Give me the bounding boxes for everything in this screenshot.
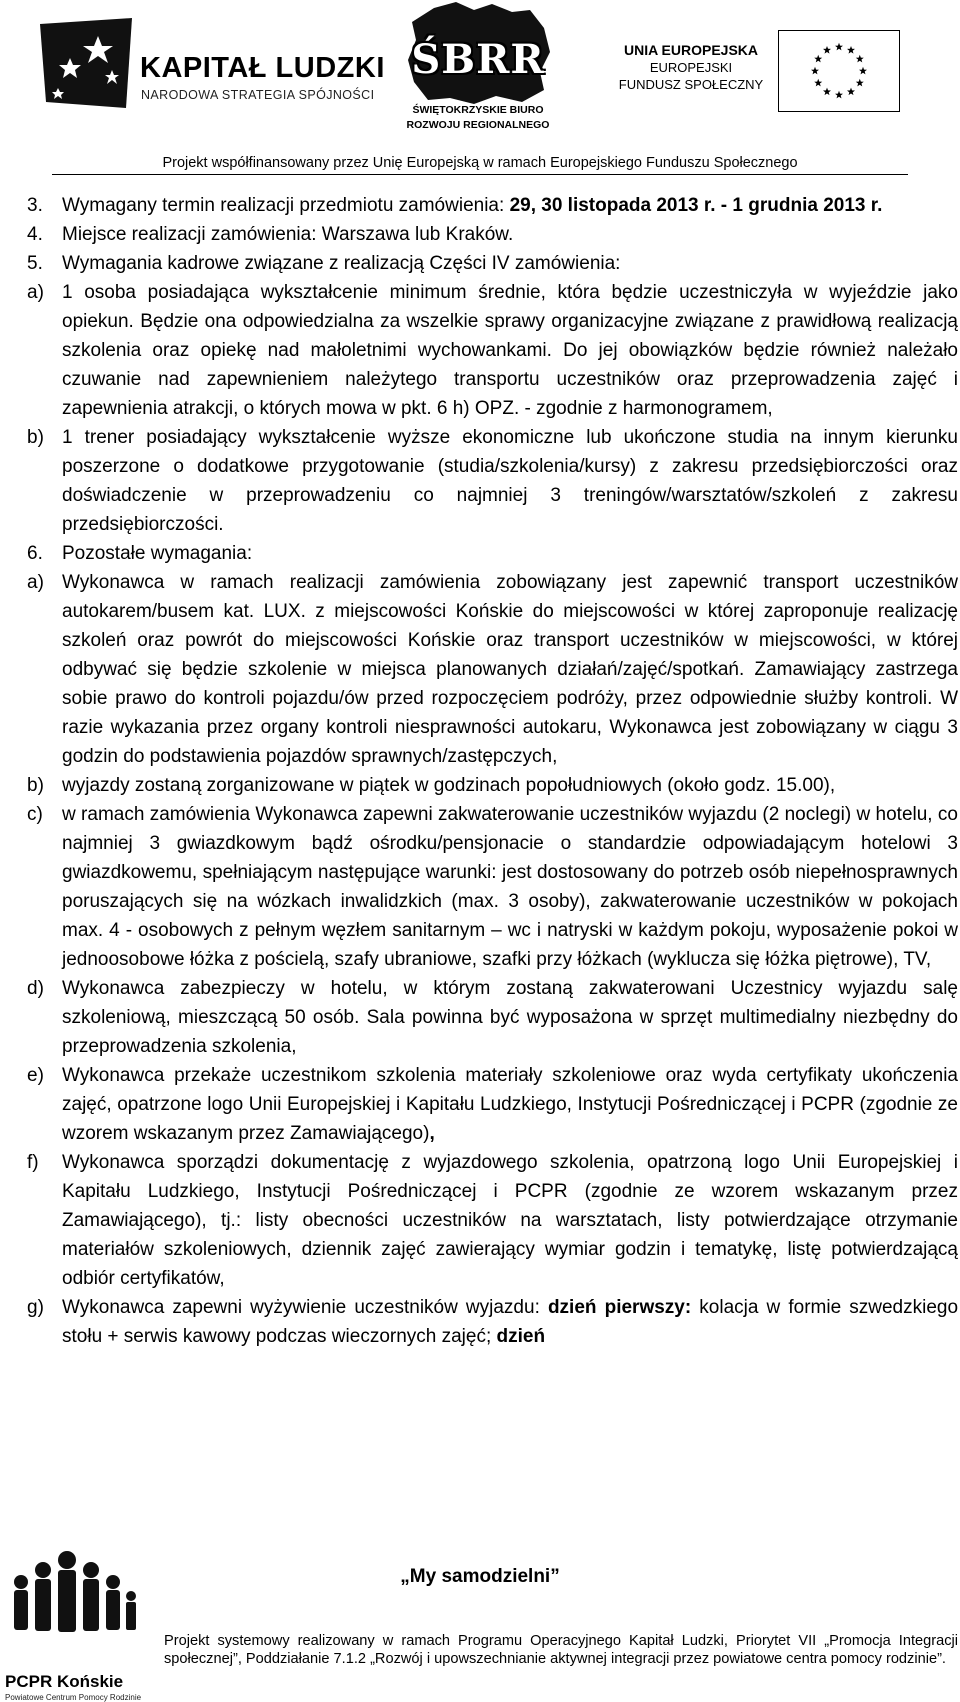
header-divider <box>52 174 908 175</box>
item-text: Wymagania kadrowe związane z realizacją Części IV zamówienia: <box>62 253 621 274</box>
item-label: a) <box>27 282 44 303</box>
item-label: a) <box>27 572 44 593</box>
item-text: w ramach zamówienia Wykonawca zapewni zakwaterowanie uczestników wyjazdu (2 noclegi) w hotelu, co najmniej 3 gwiazdkowym bądź ośrodku/pensjonacie o standardzie odpowiadającym hotelowi 3 gwiazdkowemu, spełniającym następujące warunki: jest dostosowany do potrzeb osób niepełnosprawnych poruszających się na wózkach inwalidzkich (max. 3 osoby), zakwaterowanie uczestników w pokojach max. 4 - osobowych z pełnym węzłem sanitarnym – wc i natryski w każdym pokoju, wyposażenie pokoi w jednoosobowe łóżka z pościelą, szafy ubraniowe, szafki przy łóżkach (wyklucza się łóżka piętrowe), TV, <box>62 804 958 970</box>
item-text: Miejsce realizacji zamówienia: Warszawa lub Kraków. <box>62 224 514 245</box>
item-text: Pozostałe wymagania: <box>62 543 253 564</box>
item-label: b) <box>27 775 44 796</box>
item-label: c) <box>27 804 43 825</box>
list-item-6b <box>27 771 958 800</box>
item-label: e) <box>27 1065 44 1086</box>
eu-star-icon <box>823 88 831 96</box>
people-group-icon <box>3 1540 143 1640</box>
item-text: Wykonawca przekaże uczestnikom szkolenia materiały szkoleniowe oraz wyda certyfikaty ukończenia zajęć, opatrzone logo Unii Europejskiej i Kapitału Ludzkiego, Instytucji Pośredniczącej i PCPR (zgodnie ze wzorem wskazanym przez Zamawiającego) <box>62 1065 958 1144</box>
eu-star-icon <box>814 79 822 87</box>
list-item-4 <box>27 220 958 249</box>
eu-star-icon <box>859 67 867 75</box>
item-label: b) <box>27 427 44 448</box>
page-footer <box>0 1510 960 1702</box>
eu-line-1: UNIA EUROPEJSKA <box>623 42 759 58</box>
item-label: 4. <box>27 224 43 245</box>
item-bold-text: dzień pierwszy: <box>547 1297 692 1318</box>
list-item-6a <box>27 568 958 771</box>
list-item-6 <box>27 539 958 568</box>
item-text: Wykonawca sporządzi dokumentację z wyjazdowego szkolenia, opatrzoną logo Unii Europejskiej i Kapitału Ludzkiego, Instytucji Pośredniczącej i PCPR (zgodnie ze wzorem wskazanym przez Zamawiającego), tj.: listy obecności uczestników na warsztatach, listy potwierdzające otrzymanie materiałów szkoleniowych, dziennik zajęć zawierający wymiar godzin i tematykę, listę potwierdzającą odbiór certyfikatów, <box>62 1152 958 1289</box>
list-item-6e <box>27 1061 958 1148</box>
eu-star-icon <box>847 46 855 54</box>
eu-flag-icon <box>778 30 900 112</box>
item-label: f) <box>27 1152 39 1173</box>
eu-star-icon <box>811 67 819 75</box>
list-item-5b <box>27 423 958 539</box>
eu-star-icon <box>835 91 843 99</box>
kapital-ludzki-subtitle: NARODOWA STRATEGIA SPÓJNOŚCI <box>141 88 375 102</box>
item-label: 5. <box>27 253 43 274</box>
item-label: g) <box>27 1297 44 1318</box>
item-label: 6. <box>27 543 43 564</box>
eu-star-icon <box>835 43 843 51</box>
sbrr-letters: ŚBRR <box>411 36 545 83</box>
footer-project-text: Projekt systemowy realizowany w ramach Programu Operacyjnego Kapitał Ludzki, Priorytet VII „Promocja Integracji społecznej”, Poddziałanie 7.1.2 „Rozwój i upowszechnianie aktywnej integracji przez powiatowe centra pomocy rodzinie”. <box>164 1633 958 1667</box>
sbrr-logo <box>398 0 558 135</box>
eu-star-icon <box>856 79 864 87</box>
item-text: Wykonawca zapewni wyżywienie uczestników wyjazdu: <box>62 1297 548 1318</box>
item-text: Wykonawca zabezpieczy w hotelu, w którym zostaną zakwaterowani Uczestnicy wyjazdu salę szkoleniową, mieszczącą 50 osób. Sala powinna być wyposażona w sprzęt multimedialny niezbędny do przeprowadzenia szkolenia, <box>62 978 958 1057</box>
pcpr-logo <box>3 1540 143 1702</box>
item-label: 3. <box>27 195 43 216</box>
eu-line-2: EUROPEJSKI <box>649 60 733 75</box>
item-label: d) <box>27 978 44 999</box>
project-motto: „My samodzielni” <box>400 1566 560 1587</box>
list-item-6f <box>27 1148 958 1293</box>
item-text: kolacja w formie szwedzkiego stołu + serwis kawowy podczas wieczornych zajęć; <box>62 1297 959 1347</box>
list-item-5 <box>27 249 958 278</box>
eu-text-block <box>616 42 766 93</box>
list-item-5a <box>27 278 958 423</box>
item-text: wyjazdy zostaną zorganizowane w piątek w godzinach popołudniowych (około godz. 15.00), <box>62 775 836 796</box>
item-bold-text: dzień <box>496 1326 546 1347</box>
list-item-6c <box>27 800 958 974</box>
kapital-ludzki-title: KAPITAŁ LUDZKI <box>140 52 385 84</box>
item-text: 1 osoba posiadająca wykształcenie minimum średnie, która będzie uczestniczyła w wyjeździe jako opiekun. Będzie ona odpowiedzialna za wszelkie sprawy organizacyjne związane z prawidłową realizacją szkolenia oraz opiekę nad małoletnimi wychowankami. Do jej obowiązków będzie również należało czuwanie nad zapewnieniem należytego transportu uczestników oraz przeprowadzenia zajęć i zapewnienia atrakcji, o których mowa w pkt. 6 h) OPZ. - zgodnie z harmonogramem, <box>62 282 958 419</box>
item-bold-text: , <box>429 1123 435 1144</box>
eu-star-icon <box>856 55 864 63</box>
item-text: Wykonawca w ramach realizacji zamówienia zobowiązany jest zapewnić transport uczestników autokarem/busem kat. LUX. z miejscowości Końskie do miejscowości w której zaproponuje realizację szkoleń oraz powrót do miejscowości Końskie oraz transport uczestników w miejscowości, w której odbywać się będzie szkolenie w miejsca planowanych działań/zajęć/spotkań. Zamawiający zastrzega sobie prawo do kontroli pojazdu/ów przed rozpoczęciem podróży, przez odpowiednie służby kontroli. W razie wykazania przez organy kontroli niesprawności autokaru, Wykonawca jest zobowiązany w ciągu 3 godzin do podstawienia pojazdów sprawnych/zastępczych, <box>62 572 958 767</box>
item-text: 1 trener posiadający wykształcenie wyższe ekonomiczne lub ukończone studia na innym kierunku poszerzone o dodatkowe przygotowanie (studia/szkolenia/kursy) z zakresu przedsiębiorczości oraz doświadczenie w przeprowadzeniu co najmniej 3 treningów/warsztatów/szkoleń z zakresu przedsiębiorczości. <box>62 427 958 535</box>
eu-star-icon <box>814 55 822 63</box>
document-body <box>27 191 958 1351</box>
pcpr-name: PCPR Końskie <box>5 1672 124 1691</box>
sbrr-caption-2: ROZWOJU REGIONALNEGO <box>406 119 550 131</box>
list-item-6d <box>27 974 958 1061</box>
list-item-3 <box>27 191 958 220</box>
project-cofinancing-line: Projekt współfinansowany przez Unię Europejską w ramach Europejskiego Funduszu Społecznego <box>162 155 798 171</box>
item-text: Wymagany termin realizacji przedmiotu zamówienia: <box>62 195 510 216</box>
pcpr-tagline: Powiatowe Centrum Pomocy Rodzinie <box>5 1693 142 1702</box>
eu-star-icon <box>847 88 855 96</box>
kapital-ludzki-emblem-icon <box>40 18 132 108</box>
item-bold-text: 29, 30 listopada 2013 r. - 1 grudnia 2013 r. <box>509 195 883 216</box>
sbrr-caption-1: ŚWIĘTOKRZYSKIE BIURO <box>412 104 544 116</box>
eu-star-icon <box>823 46 831 54</box>
page-header <box>0 0 960 175</box>
kapital-ludzki-logo <box>40 18 385 108</box>
eu-line-3: FUNDUSZ SPOŁECZNY <box>618 77 764 92</box>
list-item-6g <box>27 1293 958 1351</box>
